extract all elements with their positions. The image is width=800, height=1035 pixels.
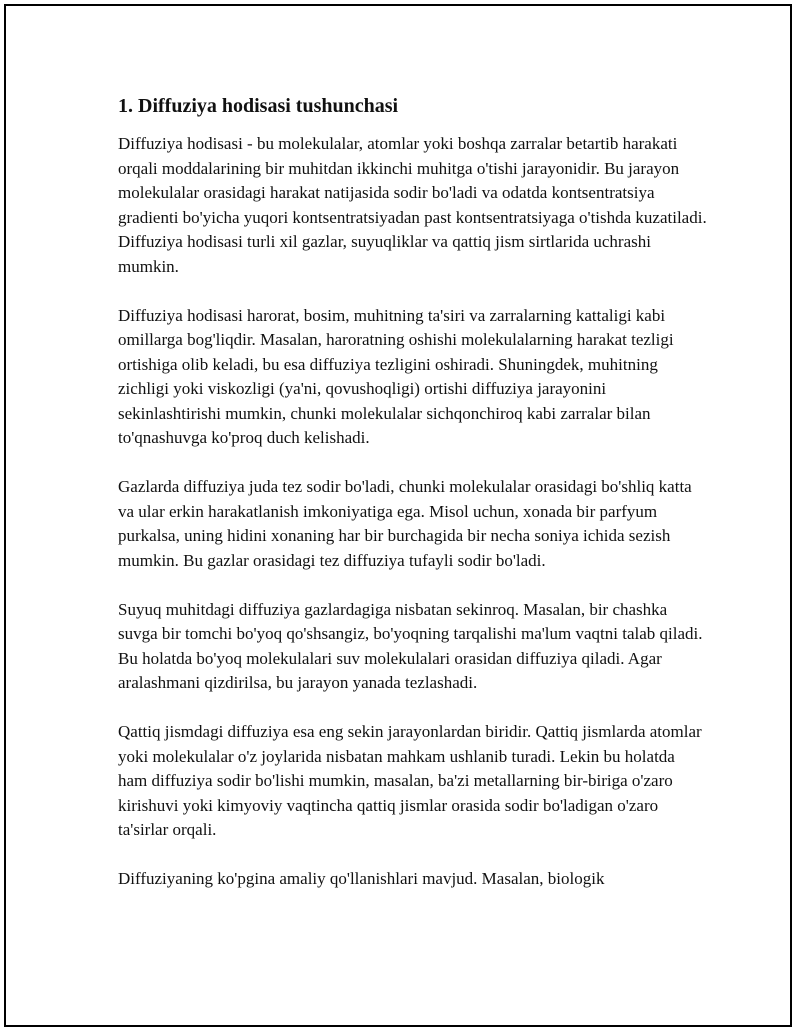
- paragraph-4: Suyuq muhitdagi diffuziya gazlardagiga nisbatan sekinroq. Masalan, bir chashka suvga bir tomchi bo'yoq qo'shsangiz, bo'yoqning tarqalishi ma'lum vaqtni talab qiladi. Bu holatda bo'yoq molekulalari suv molekulalari orasidan diffuziya qiladi. Agar aralashmani qizdirilsa, bu jarayon yanada tezlashadi.: [118, 599, 703, 692]
- paragraph-6: Diffuziyaning ko'pgina amaliy qo'llanishlari mavjud. Masalan, biologik: [118, 869, 605, 888]
- paragraph-5: Qattiq jismdagi diffuziya esa eng sekin jarayonlardan biridir. Qattiq jismlarda atomlar yoki molekulalar o'z joylarida nisbatan mahkam ushlanib turadi. Lekin bu holatda ham diffuziya sodir bo'lishi mumkin, masalan, ba'zi metallarning bir-biriga o'zaro kirishuvi yoki kimyoviy vaqtincha qattiq jismlar orasida sodir bo'ladigan o'zaro ta'sirlar orqali.: [118, 722, 702, 839]
- paragraph-2: Diffuziya hodisasi harorat, bosim, muhitning ta'siri va zarralarning kattaligi kabi omillarga bog'liqdir. Masalan, haroratning oshishi molekulalarning harakat tezligi ortishiga olib keladi, bu esa diffuziya tezligini oshiradi. Shuningdek, muhitning zichligi yoki viskozligi (ya'ni, qovushoqligi) ortishi diffuziya jarayonini sekinlashtirishi mumkin, chunki molekulalar sichqonchiroq kabi zarralar bilan to'qnashuvga ko'proq duch kelishadi.: [118, 305, 674, 447]
- section-heading: 1. Diffuziya hodisasi tushunchasi: [118, 95, 399, 117]
- paragraph-1: Diffuziya hodisasi - bu molekulalar, atomlar yoki boshqa zarralar betartib harakati orqali moddalarining bir muhitdan ikkinchi muhitga o'tishi jarayonidir. Bu jarayon molekulalar orasidagi harakat natijasida sodir bo'ladi va odatda kontsentratsiya gradienti bo'yicha yuqori kontsentratsiyadan past kontsentratsiyaga o'tishda kuzatiladi. Diffuziya hodisasi turli xil gazlar, suyuqliklar va qattiq jism sirtlarida uchrashi mumkin.: [118, 134, 707, 276]
- paragraph-3: Gazlarda diffuziya juda tez sodir bo'ladi, chunki molekulalar orasidagi bo'shliq katta va ular erkin harakatlanish imkoniyatiga ega. Misol uchun, xonada bir parfyum purkalsa, uning hidini xonaning har bir burchagida bir necha soniya ichida sezish mumkin. Bu gazlar orasidagi tez diffuziya tufayli sodir bo'ladi.: [118, 477, 692, 570]
- document-body: [118, 92, 708, 916]
